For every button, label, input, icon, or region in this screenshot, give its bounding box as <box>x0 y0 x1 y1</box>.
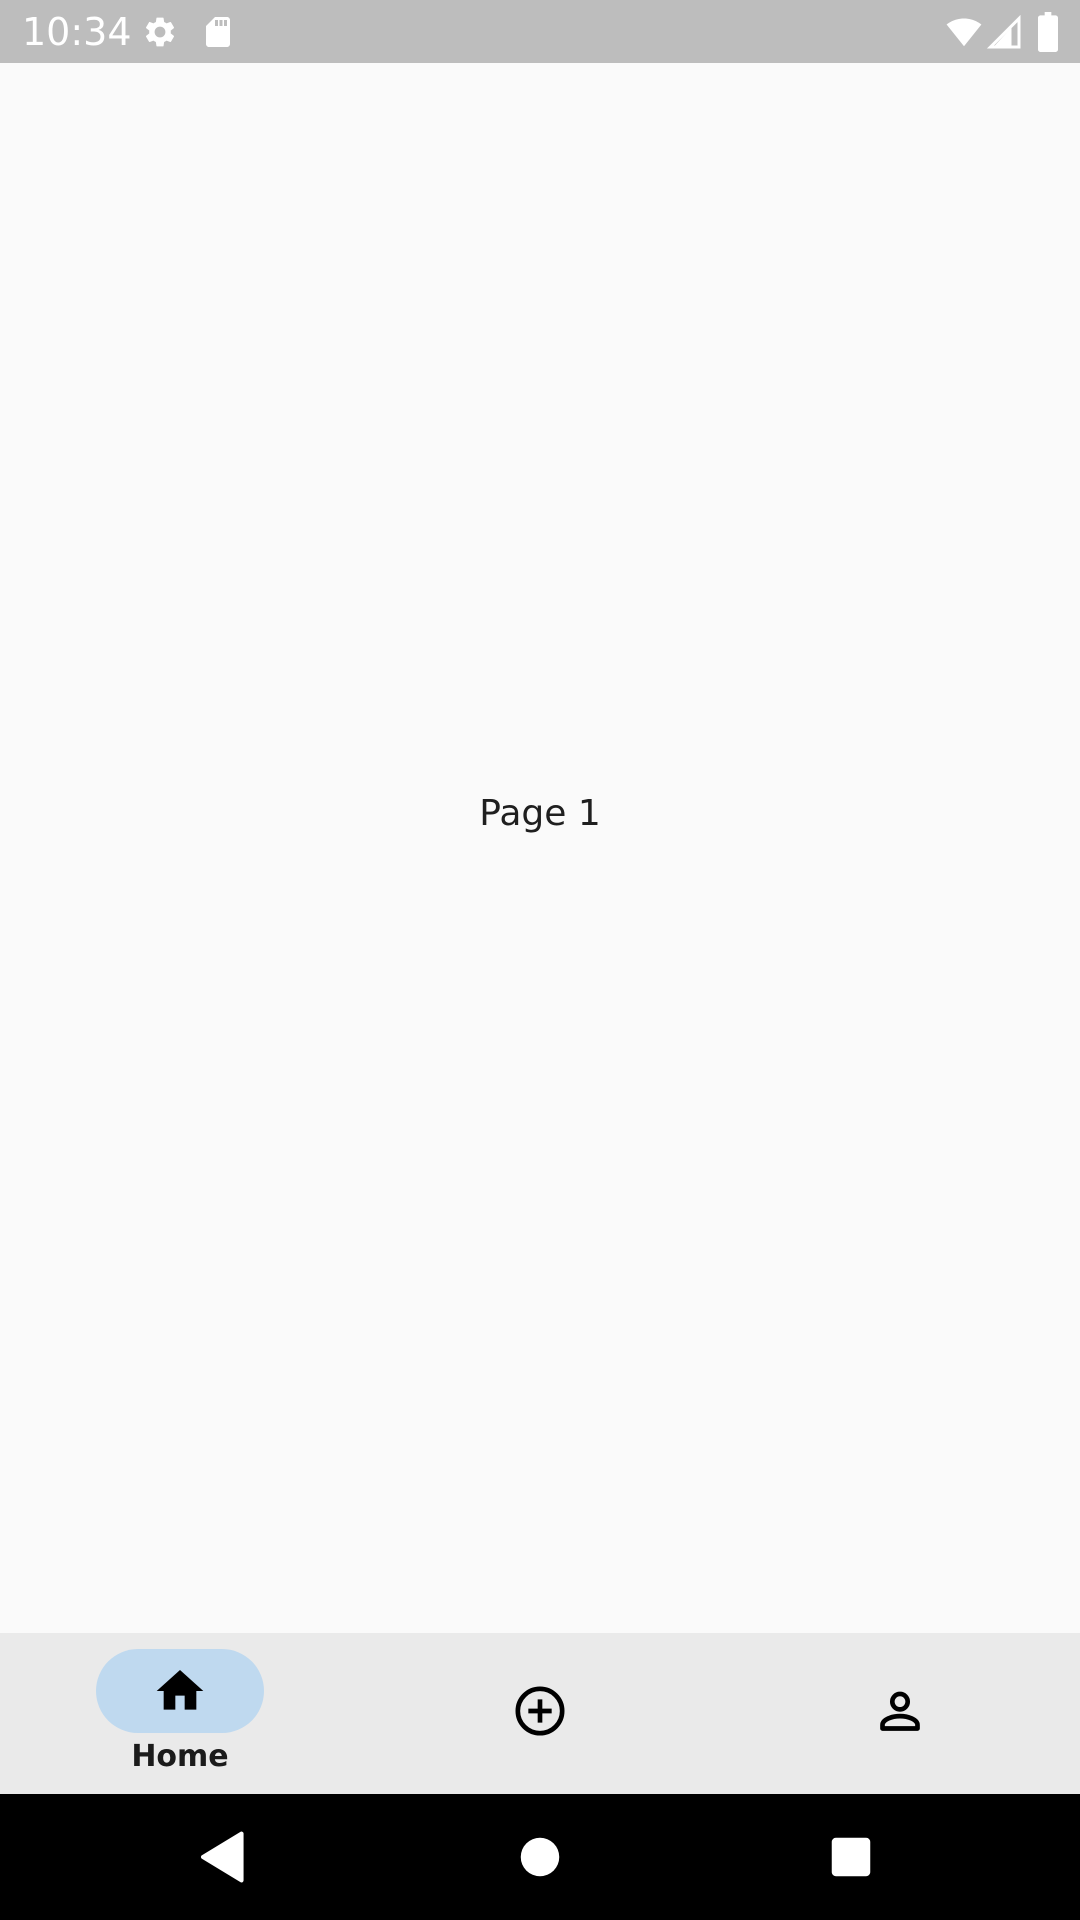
person-icon <box>872 1683 928 1739</box>
battery-icon <box>1034 12 1062 52</box>
system-navigation-bar <box>0 1794 1080 1920</box>
page-title: Page 1 <box>479 793 601 834</box>
settings-icon <box>142 14 178 50</box>
sd-card-icon <box>200 14 236 50</box>
home-icon <box>152 1663 208 1719</box>
back-icon[interactable] <box>192 1824 258 1890</box>
bottom-navigation-bar <box>0 1633 1080 1794</box>
page-content <box>0 63 1080 1633</box>
recents-icon[interactable] <box>818 1824 884 1890</box>
nav-item-home[interactable] <box>0 1633 360 1794</box>
add-circle-icon <box>512 1683 568 1739</box>
home-circle-icon[interactable] <box>507 1824 573 1890</box>
nav-label-home: Home <box>131 1739 229 1774</box>
status-time: 10:34 <box>22 10 132 54</box>
nav-item-add[interactable] <box>360 1633 720 1794</box>
status-bar <box>0 0 1080 63</box>
wifi-icon <box>944 14 984 50</box>
cellular-signal-icon <box>986 14 1022 50</box>
nav-item-profile[interactable] <box>720 1633 1080 1794</box>
